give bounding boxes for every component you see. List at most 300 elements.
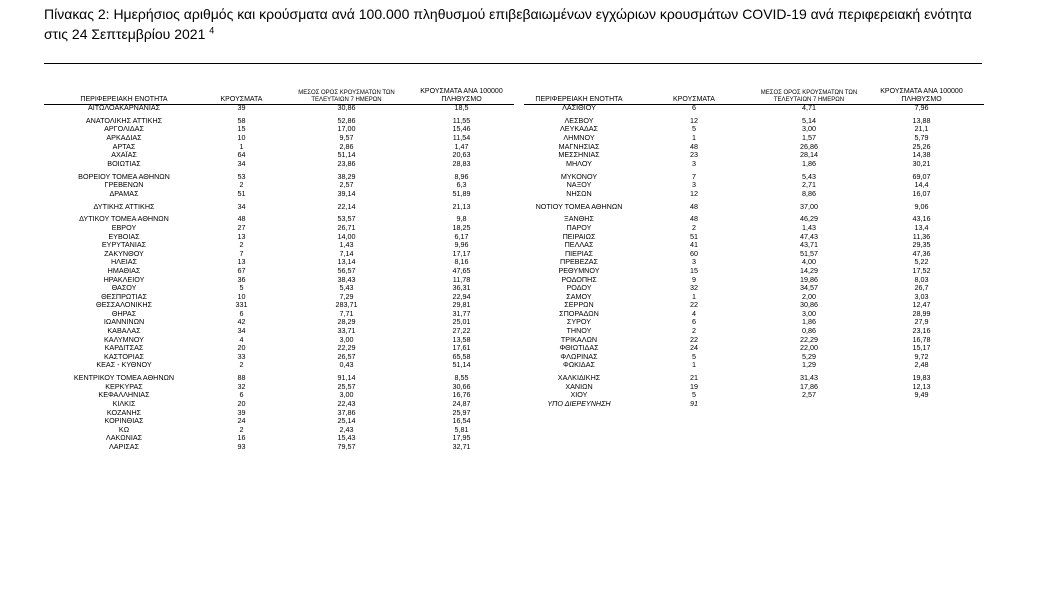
cell-avg7: 0,43 [339, 360, 354, 370]
cell-per100k: 30,21 [912, 158, 931, 168]
table-row [44, 417, 524, 426]
table-row [44, 370, 524, 383]
table-row [524, 104, 984, 113]
cell-cases: 4 [239, 334, 244, 344]
cell-per100k: 5,22 [914, 257, 929, 267]
table-row [44, 443, 524, 452]
cell-per100k: 17,17 [452, 248, 471, 258]
cell-avg7: 22,29 [337, 343, 356, 353]
cell-cases: 48 [690, 141, 698, 151]
cell-avg7: 14,29 [800, 265, 818, 275]
cell-per100k: 6,3 [456, 180, 467, 190]
cell-region: ΦΛΩΡΙΝΑΣ [560, 351, 598, 361]
cell-per100k: 11,78 [452, 274, 471, 284]
cell-avg7: 7,14 [339, 248, 354, 258]
cell-cases: 93 [237, 441, 246, 451]
cell-avg7: 4,71 [802, 103, 816, 112]
cell-region: ΡΟΔΟΠΗΣ [561, 274, 597, 284]
cell-cases: 64 [237, 150, 246, 160]
cell-cases: 3 [692, 158, 696, 168]
cell-cases: 1 [692, 291, 696, 301]
cell-cases: 34 [237, 158, 246, 168]
cell-per100k: 9,49 [914, 390, 929, 400]
header-per100k [869, 88, 974, 104]
cell-per100k: 16,54 [452, 416, 471, 426]
cell-cases: 53 [237, 171, 246, 181]
cell-region: ΖΑΚΥΝΘΟΥ [104, 248, 144, 258]
cell-cases: 6 [239, 390, 244, 400]
cell-per100k: 36,31 [452, 283, 471, 293]
cell-region: ΛΑΣΙΘΙΟΥ [562, 103, 596, 112]
header-avg7-line2: ΤΕΛΕΥΤΑΙΩΝ 7 ΗΜΕΡΩΝ [773, 97, 845, 103]
table-row [44, 104, 524, 113]
cell-cases: 21 [690, 373, 698, 383]
cell-per100k: 21,1 [914, 124, 929, 134]
table-row [524, 198, 984, 211]
cell-per100k: 28,83 [452, 158, 471, 168]
cell-region: ΔΡΑΜΑΣ [109, 188, 139, 198]
cell-region: ΣΕΡΡΩΝ [564, 300, 594, 310]
cell-per100k: 2,48 [914, 360, 929, 370]
cell-region: ΑΡΚΑΔΙΑΣ [106, 132, 142, 142]
cell-region: ΧΑΛΚΙΔΙΚΗΣ [557, 373, 601, 383]
cell-per100k: 29,35 [912, 240, 931, 250]
cell-avg7: 2,00 [802, 291, 816, 301]
cell-cases: 24 [690, 343, 698, 353]
cell-region: ΓΡΕΒΕΝΩΝ [104, 180, 144, 190]
cell-region: ΘΕΣΣΑΛΟΝΙΚΗΣ [96, 300, 152, 310]
cell-cases: 5 [692, 124, 696, 134]
cell-cases: 5 [239, 283, 244, 293]
cell-cases: 1 [239, 141, 244, 151]
cell-avg7: 1,86 [802, 158, 816, 168]
cell-per100k: 27,9 [914, 317, 929, 327]
cell-per100k: 14,4 [914, 180, 929, 190]
header-avg7 [279, 90, 414, 104]
cell-avg7: 46,29 [800, 214, 818, 224]
cell-avg7: 1,57 [802, 132, 816, 142]
cell-per100k: 9,96 [454, 240, 469, 250]
cell-cases: 36 [237, 274, 246, 284]
cell-cases: 22 [690, 300, 698, 310]
cell-cases: 2 [692, 326, 696, 336]
cell-per100k: 14,38 [912, 150, 931, 160]
cell-region: ΛΑΚΩΝΙΑΣ [105, 433, 143, 443]
cell-region: ΛΕΣΒΟΥ [564, 115, 594, 125]
cell-cases: 48 [237, 214, 246, 224]
cell-cases: 51 [690, 231, 698, 241]
cell-region: ΦΘΙΩΤΙΔΑΣ [559, 343, 599, 353]
cell-per100k: 23,16 [912, 326, 931, 336]
header-cases: ΚΡΟΥΣΜΑΤΑ [673, 96, 715, 103]
header-region: ΠΕΡΙΦΕΡΕΙΑΚΗ ΕΝΟΤΗΤΑ [80, 96, 168, 103]
cell-avg7: 25,57 [337, 381, 356, 391]
cell-per100k: 21,13 [452, 201, 471, 211]
cell-avg7: 7,71 [339, 308, 354, 318]
cell-cases: 16 [237, 433, 246, 443]
cell-per100k: 32,71 [452, 441, 471, 451]
cell-cases: 2 [239, 360, 244, 370]
cell-cases: 6 [692, 317, 696, 327]
cell-region: ΒΟΡΕΙΟΥ ΤΟΜΕΑ ΑΘΗΝΩΝ [78, 171, 170, 181]
cell-cases: 24 [237, 416, 246, 426]
cell-per100k: 15,46 [452, 124, 471, 134]
cell-avg7: 1,29 [802, 360, 816, 370]
cell-avg7: 37,86 [337, 407, 356, 417]
cell-cases: 12 [690, 188, 698, 198]
cell-region: ΛΗΜΝΟΥ [563, 132, 595, 142]
cell-cases: 7 [692, 171, 696, 181]
cell-avg7: 43,71 [800, 240, 818, 250]
cell-per100k: 16,76 [452, 390, 471, 400]
cell-region: ΚΑΛΥΜΝΟΥ [104, 334, 144, 344]
cell-cases: 2 [692, 222, 696, 232]
cell-avg7: 39,14 [337, 188, 356, 198]
cell-avg7: 2,57 [339, 180, 354, 190]
cell-region: ΚΟΡΙΝΘΙΑΣ [104, 416, 144, 426]
cell-cases: 15 [237, 124, 246, 134]
cell-cases: 39 [237, 103, 246, 112]
cell-avg7: 5,29 [802, 351, 816, 361]
cell-region: ΛΕΥΚΑΔΑΣ [559, 124, 598, 134]
cell-region: ΕΥΒΟΙΑΣ [108, 231, 140, 241]
table-row [44, 361, 524, 370]
cell-avg7: 5,43 [339, 283, 354, 293]
cell-cases: 9 [692, 274, 696, 284]
top-rule [44, 63, 982, 64]
cell-avg7: 7,29 [339, 291, 354, 301]
cell-per100k: 16,78 [912, 334, 931, 344]
cell-per100k: 13,88 [912, 115, 931, 125]
cell-avg7: 28,29 [337, 317, 356, 327]
cell-region: ΜΕΣΣΗΝΙΑΣ [558, 150, 600, 160]
cell-region: ΚΑΣΤΟΡΙΑΣ [104, 351, 144, 361]
header-per100k-line2: ΠΛΗΘΥΣΜΟ [901, 96, 942, 103]
cell-region: ΗΡΑΚΛΕΙΟΥ [103, 274, 145, 284]
cell-per100k: 28,99 [912, 308, 931, 318]
cell-cases: 48 [690, 214, 698, 224]
table-title-text: Πίνακας 2: Ημερήσιος αριθμός και κρούσματα ανά 100.000 πληθυσμού επιβεβαιωμένων εγχώριων κρουσμάτων COVID-19 ανά περιφερειακή ενότητα στις 24 Σεπτεμβρίου 2021 [44, 6, 972, 42]
cell-cases: 3 [692, 180, 696, 190]
cell-region: ΛΑΡΙΣΑΣ [108, 441, 140, 451]
cell-avg7: 31,43 [800, 373, 818, 383]
cell-per100k: 26,7 [914, 283, 929, 293]
cell-per100k: 9,06 [914, 201, 929, 211]
cell-per100k: 18,5 [454, 103, 469, 112]
header-per100k-line2: ΠΛΗΘΥΣΜΟ [441, 96, 482, 103]
footnote-marker: 4 [209, 25, 215, 36]
cell-per100k: 65,58 [452, 351, 471, 361]
cell-avg7: 17,86 [800, 381, 818, 391]
table-row [524, 361, 984, 370]
cell-cases: 58 [237, 115, 246, 125]
cell-per100k: 69,07 [912, 171, 931, 181]
cell-avg7: 47,43 [800, 231, 818, 241]
header-per100k-line1: ΚΡΟΥΣΜΑΤΑ ΑΝΑ 100000 [880, 88, 963, 95]
cell-avg7: 1,43 [339, 240, 354, 250]
cell-region: ΗΜΑΘΙΑΣ [107, 265, 141, 275]
cell-region: ΑΡΓΟΛΙΔΑΣ [104, 124, 144, 134]
cell-region: ΑΧΑΪΑΣ [111, 150, 137, 160]
cell-per100k: 22,94 [452, 291, 471, 301]
cell-per100k: 17,61 [452, 343, 471, 353]
cell-region: ΠΕΙΡΑΙΩΣ [562, 231, 596, 241]
cell-avg7: 13,14 [337, 257, 356, 267]
cell-avg7: 22,43 [337, 399, 356, 409]
cell-per100k: 51,89 [452, 188, 471, 198]
table-row [524, 370, 984, 383]
cell-region: ΞΑΝΘΗΣ [564, 214, 594, 224]
cell-per100k: 11,54 [452, 132, 471, 142]
cell-avg7: 4,00 [802, 257, 816, 267]
cell-per100k: 47,36 [912, 248, 931, 258]
right-table-header [524, 80, 984, 104]
cell-region: ΕΒΡΟΥ [111, 222, 137, 232]
cell-cases: 13 [237, 257, 246, 267]
cell-region: ΠΙΕΡΙΑΣ [564, 248, 593, 258]
cell-avg7: 56,57 [337, 265, 356, 275]
cell-avg7: 79,57 [337, 441, 356, 451]
cell-cases: 5 [692, 390, 696, 400]
cell-cases: 60 [690, 248, 698, 258]
cell-per100k: 7,96 [914, 103, 929, 112]
cell-cases: 2 [239, 240, 244, 250]
cell-avg7: 2,43 [339, 424, 354, 434]
cell-region: ΧΑΝΙΩΝ [565, 381, 593, 391]
cell-avg7: 14,00 [337, 231, 356, 241]
cell-cases: 6 [692, 103, 696, 112]
header-avg7-line2: ΤΕΛΕΥΤΑΙΩΝ 7 ΗΜΕΡΩΝ [311, 97, 382, 103]
cell-region: ΜΑΓΝΗΣΙΑΣ [558, 141, 600, 151]
cell-cases: 33 [237, 351, 246, 361]
header-cases: ΚΡΟΥΣΜΑΤΑ [220, 96, 263, 103]
cell-avg7: 0,86 [802, 326, 816, 336]
cell-region: ΚΑΒΑΛΑΣ [107, 326, 141, 336]
cell-region: ΑΙΤΩΛΟΑΚΑΡΝΑΝΙΑΣ [87, 103, 161, 112]
cell-cases: 10 [237, 132, 246, 142]
cell-avg7: 9,57 [339, 132, 354, 142]
cell-region: ΚΟΖΑΝΗΣ [106, 407, 142, 417]
cell-per100k: 6,17 [454, 231, 469, 241]
header-region: ΠΕΡΙΦΕΡΕΙΑΚΗ ΕΝΟΤΗΤΑ [535, 96, 623, 103]
cell-avg7: 3,00 [339, 390, 354, 400]
cell-cases: 331 [235, 300, 248, 310]
cell-region: ΒΟΙΩΤΙΑΣ [107, 158, 141, 168]
cell-per100k: 1,47 [454, 141, 469, 151]
table-row [44, 190, 524, 199]
cell-cases: 12 [690, 115, 698, 125]
cell-cases: 42 [237, 317, 246, 327]
cell-region: ΠΡΕΒΕΖΑΣ [560, 257, 598, 267]
cell-per100k: 8,03 [914, 274, 929, 284]
cell-per100k: 12,47 [912, 300, 931, 310]
cell-region: ΣΑΜΟΥ [566, 291, 592, 301]
cell-avg7: 28,14 [800, 150, 818, 160]
cell-avg7: 34,57 [800, 283, 818, 293]
cell-per100k: 43,16 [912, 214, 931, 224]
cell-avg7: 37,00 [800, 201, 818, 211]
cell-avg7: 19,86 [800, 274, 818, 284]
cell-region: ΡΕΘΥΜΝΟΥ [558, 265, 600, 275]
cell-cases: 3 [692, 257, 696, 267]
cell-per100k: 8,55 [454, 373, 469, 383]
cell-region: ΜΥΚΟΝΟΥ [560, 171, 598, 181]
cell-cases: 91 [690, 399, 698, 409]
cell-per100k: 17,95 [452, 433, 471, 443]
table-title [44, 4, 994, 44]
cell-cases: 6 [239, 308, 244, 318]
cell-avg7: 38,29 [337, 171, 356, 181]
cell-region: ΔΥΤΙΚΗΣ ΑΤΤΙΚΗΣ [93, 201, 155, 211]
table-row [524, 160, 984, 169]
cell-cases: 41 [690, 240, 698, 250]
cell-avg7: 3,00 [339, 334, 354, 344]
cell-avg7: 51,14 [337, 150, 356, 160]
cell-avg7: 2,71 [802, 180, 816, 190]
cell-avg7: 33,71 [337, 326, 356, 336]
cell-region: ΑΡΤΑΣ [112, 141, 136, 151]
cell-per100k: 8,16 [454, 257, 469, 267]
cell-region: ΠΕΛΛΑΣ [564, 240, 594, 250]
cell-avg7: 26,86 [800, 141, 818, 151]
cell-per100k: 16,07 [912, 188, 931, 198]
cell-cases: 48 [690, 201, 698, 211]
cell-avg7: 8,86 [802, 188, 816, 198]
cell-region: ΕΥΡΥΤΑΝΙΑΣ [101, 240, 147, 250]
cell-avg7: 26,71 [337, 222, 356, 232]
cell-cases: 22 [690, 334, 698, 344]
cell-per100k: 25,97 [452, 407, 471, 417]
cell-avg7: 1,86 [802, 317, 816, 327]
table-row [524, 400, 984, 409]
cell-per100k: 9,8 [456, 214, 467, 224]
right-table-body [524, 104, 984, 409]
cell-cases: 88 [237, 373, 246, 383]
cell-region: ΝΑΞΟΥ [566, 180, 592, 190]
cell-avg7: 30,86 [337, 103, 356, 112]
cell-region: ΝΟΤΙΟΥ ΤΟΜΕΑ ΑΘΗΝΩΝ [535, 201, 623, 211]
header-avg7-line1: ΜΕΣΟΣ ΟΡΟΣ ΚΡΟΥΣΜΑΤΩΝ ΤΩΝ [298, 90, 395, 96]
cell-region: ΤΗΝΟΥ [566, 326, 592, 336]
cell-avg7: 53,57 [337, 214, 356, 224]
cell-per100k: 25,01 [452, 317, 471, 327]
cell-avg7: 2,86 [339, 141, 354, 151]
cell-cases: 20 [237, 343, 246, 353]
cell-region: ΗΛΕΙΑΣ [110, 257, 138, 267]
cell-avg7: 91,14 [337, 373, 356, 383]
cell-avg7: 3,00 [802, 124, 816, 134]
cell-region: ΣΥΡΟΥ [566, 317, 592, 327]
cell-region: ΠΑΡΟΥ [566, 222, 592, 232]
cell-per100k: 29,81 [452, 300, 471, 310]
cell-per100k: 18,25 [452, 222, 471, 232]
cell-per100k: 30,66 [452, 381, 471, 391]
cell-cases: 39 [237, 407, 246, 417]
table-row [44, 198, 524, 211]
cell-region: ΘΑΣΟΥ [111, 283, 137, 293]
cell-per100k: 47,65 [452, 265, 471, 275]
cell-per100k: 11,36 [912, 231, 931, 241]
cell-cases: 34 [237, 201, 246, 211]
cell-per100k: 51,14 [452, 360, 471, 370]
cell-region: ΚΕΦΑΛΛΗΝΙΑΣ [98, 390, 150, 400]
cell-per100k: 31,77 [452, 308, 471, 318]
cell-region: ΘΗΡΑΣ [111, 308, 137, 318]
cell-region: ΙΩΑΝΝΙΝΩΝ [103, 317, 145, 327]
cell-avg7: 25,14 [337, 416, 356, 426]
cell-per100k: 24,87 [452, 399, 471, 409]
cell-avg7: 17,00 [337, 124, 356, 134]
cell-region: ΥΠΟ ΔΙΕΡΕΥΝΗΣΗ [547, 399, 611, 409]
cell-cases: 7 [239, 248, 244, 258]
cell-avg7: 22,00 [800, 343, 818, 353]
cell-cases: 2 [239, 424, 244, 434]
header-avg7-line1: ΜΕΣΟΣ ΟΡΟΣ ΚΡΟΥΣΜΑΤΩΝ ΤΩΝ [760, 90, 858, 96]
cell-per100k: 5,81 [454, 424, 469, 434]
cell-cases: 2 [239, 180, 244, 190]
cell-cases: 27 [237, 222, 246, 232]
cell-avg7: 2,57 [802, 390, 816, 400]
cell-per100k: 15,17 [912, 343, 931, 353]
header-per100k-line1: ΚΡΟΥΣΜΑΤΑ ΑΝΑ 100000 [420, 88, 503, 95]
cell-avg7: 1,43 [802, 222, 816, 232]
cell-per100k: 25,26 [912, 141, 931, 151]
cell-avg7: 3,00 [802, 308, 816, 318]
cell-region: ΡΟΔΟΥ [566, 283, 592, 293]
cell-region: ΝΗΣΩΝ [566, 188, 592, 198]
cell-region: ΚΕΑΣ - ΚΥΘΝΟΥ [96, 360, 152, 370]
cell-region: ΚΩ [118, 424, 130, 434]
cell-region: ΤΡΙΚΑΛΩΝ [560, 334, 598, 344]
cell-cases: 34 [237, 326, 246, 336]
cell-avg7: 5,43 [802, 171, 816, 181]
cell-region: ΚΕΝΤΡΙΚΟΥ ΤΟΜΕΑ ΑΘΗΝΩΝ [73, 373, 175, 383]
cell-cases: 4 [692, 308, 696, 318]
cell-avg7: 26,57 [337, 351, 356, 361]
cell-per100k: 19,83 [912, 373, 931, 383]
cell-region: ΚΑΡΔΙΤΣΑΣ [104, 343, 144, 353]
cell-cases: 20 [237, 399, 246, 409]
header-per100k [409, 88, 514, 104]
cell-cases: 32 [690, 283, 698, 293]
cell-region: ΔΥΤΙΚΟΥ ΤΟΜΕΑ ΑΘΗΝΩΝ [79, 214, 169, 224]
cell-per100k: 9,72 [914, 351, 929, 361]
cell-per100k: 8,96 [454, 171, 469, 181]
cell-avg7: 51,57 [800, 248, 818, 258]
left-table-body [44, 104, 524, 452]
cell-avg7: 283,71 [335, 300, 358, 310]
cell-per100k: 27,22 [452, 326, 471, 336]
cell-cases: 10 [237, 291, 246, 301]
cell-avg7: 22,29 [800, 334, 818, 344]
cell-cases: 1 [692, 132, 696, 142]
cell-cases: 13 [237, 231, 246, 241]
cell-per100k: 13,58 [452, 334, 471, 344]
cell-region: ΣΠΟΡΑΔΩΝ [559, 308, 599, 318]
cell-per100k: 17,52 [912, 265, 931, 275]
header-avg7 [749, 90, 869, 104]
cell-avg7: 23,86 [337, 158, 356, 168]
table-row [44, 160, 524, 169]
cell-cases: 32 [237, 381, 246, 391]
cell-avg7: 30,86 [800, 300, 818, 310]
cell-avg7: 52,86 [337, 115, 356, 125]
cell-region: ΧΙΟΥ [570, 390, 588, 400]
cell-cases: 51 [237, 188, 246, 198]
left-table-header [44, 80, 524, 104]
cell-avg7: 38,43 [337, 274, 356, 284]
cell-per100k: 3,03 [914, 291, 929, 301]
